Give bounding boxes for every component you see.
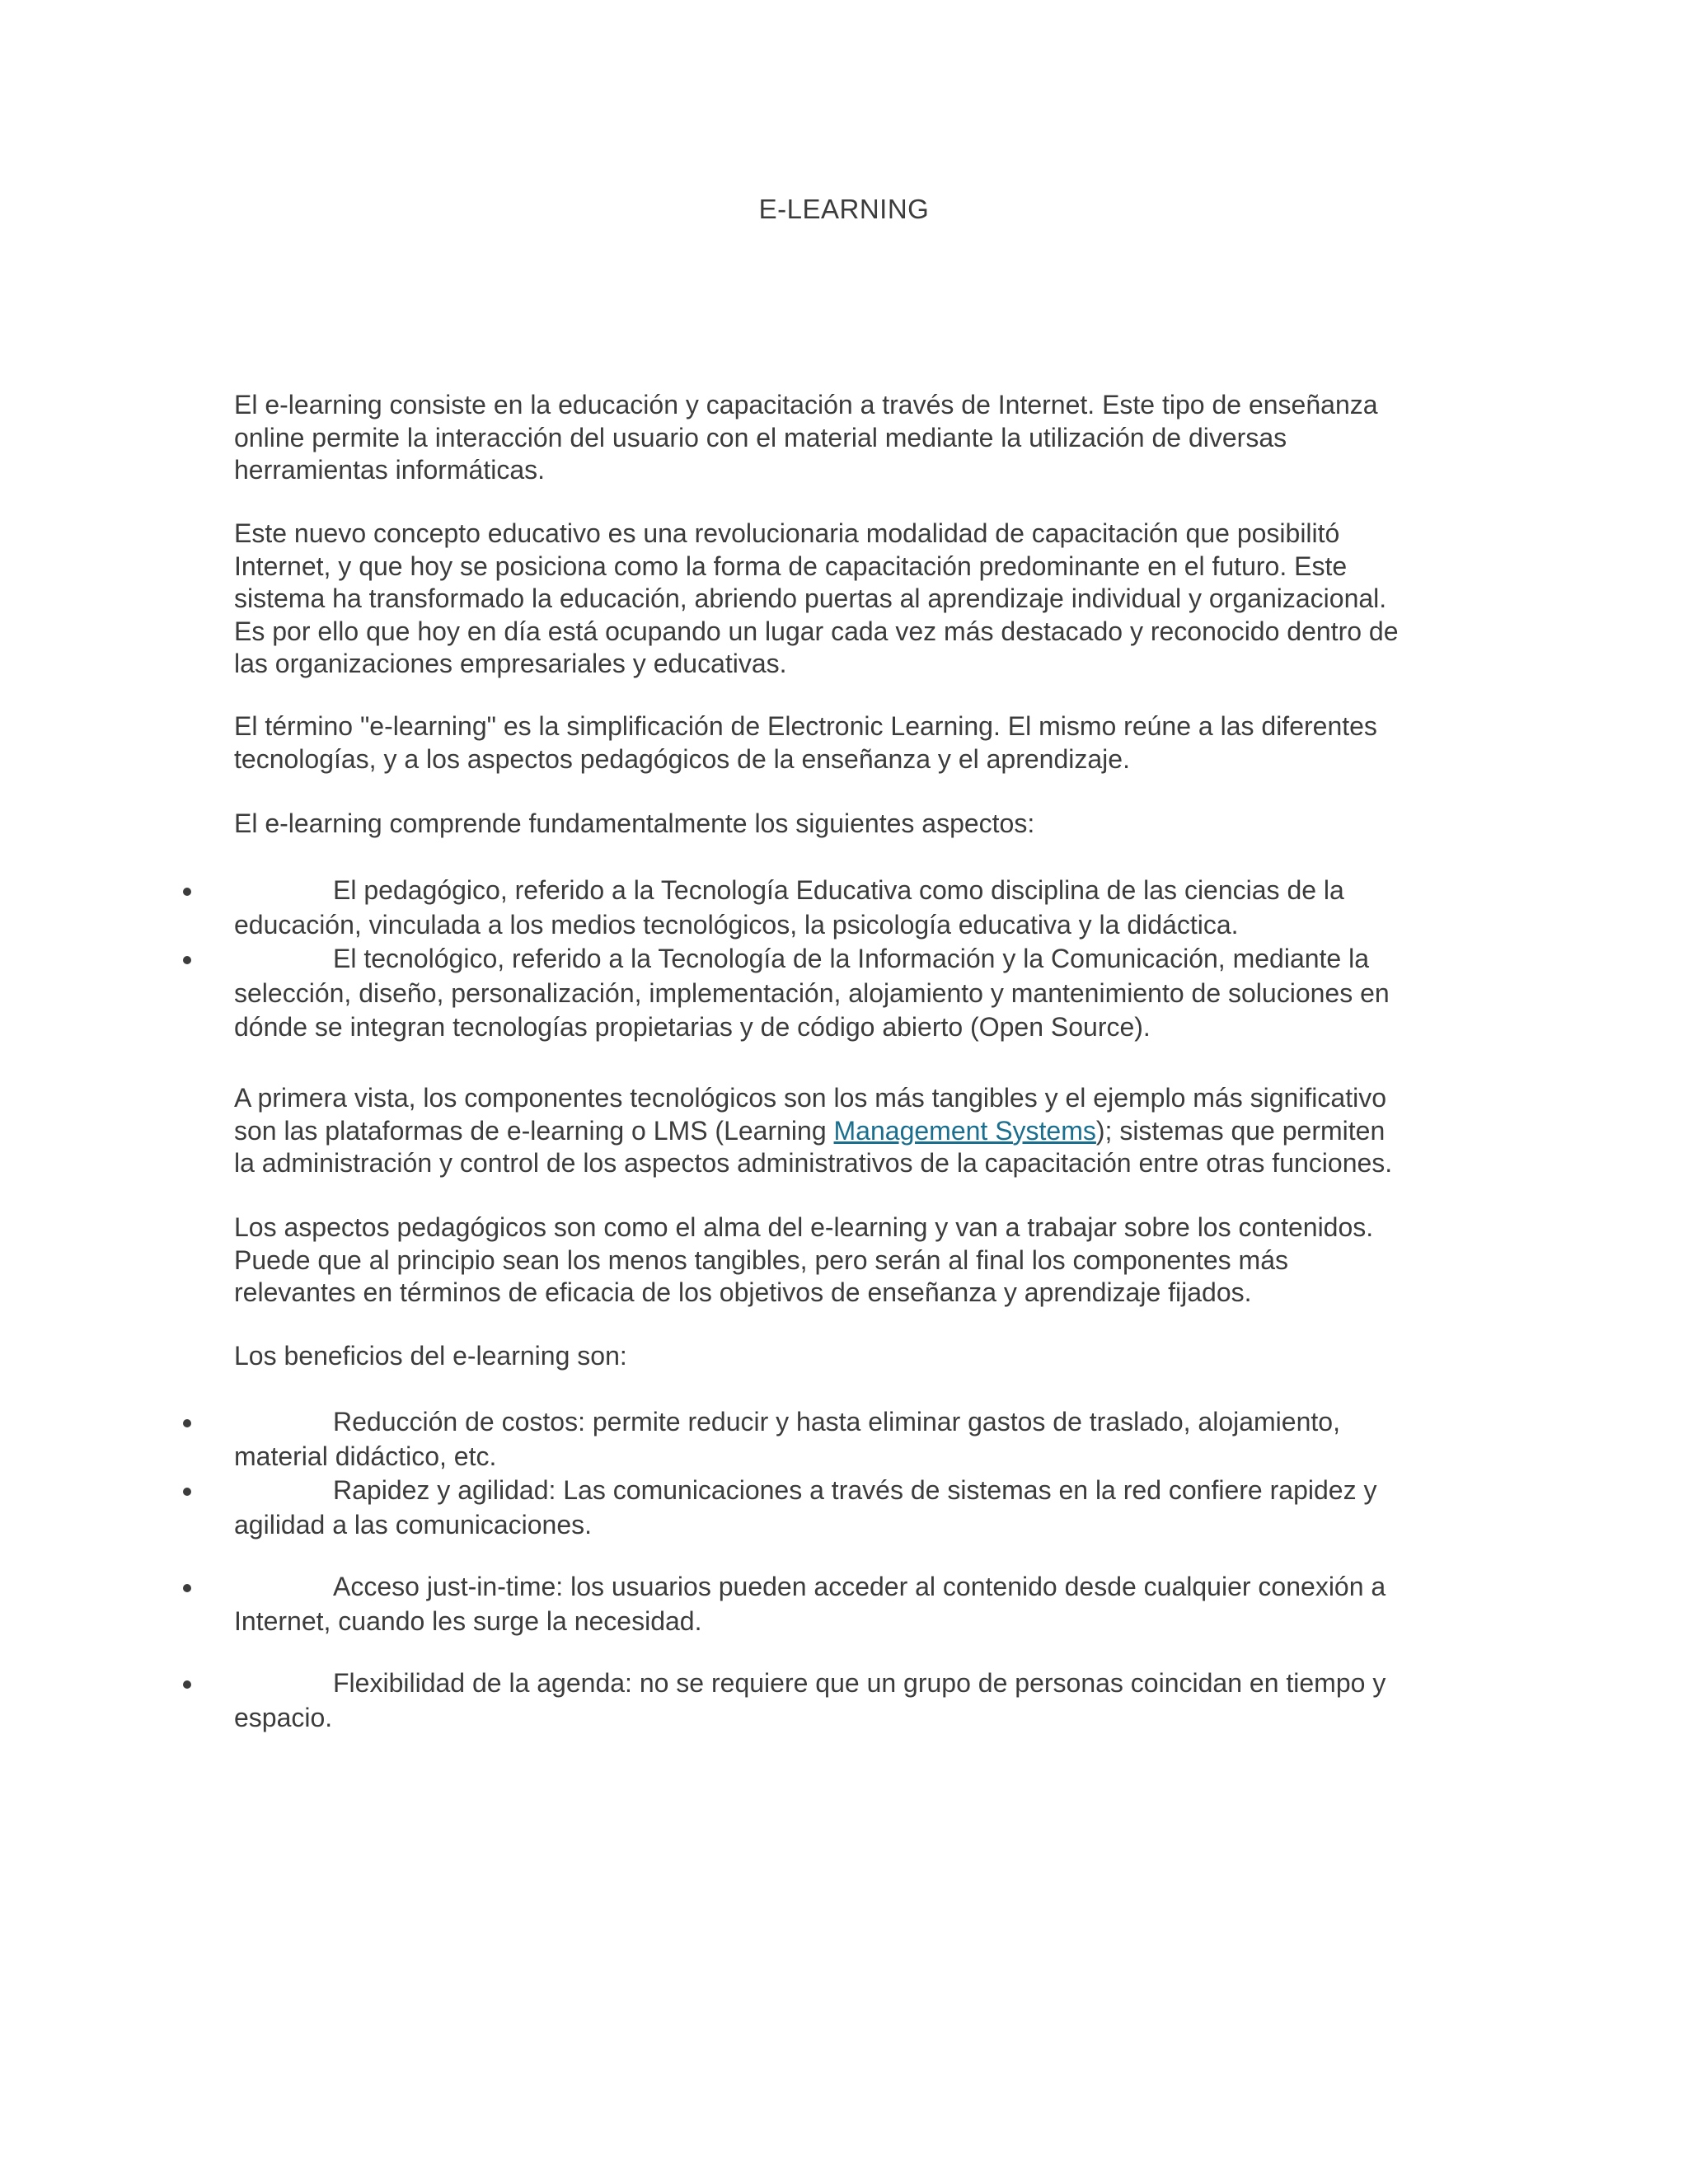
paragraph-components xyxy=(234,1082,1470,1180)
paragraph-concept xyxy=(234,518,1470,681)
list-item-line: agilidad a las comunicaciones. xyxy=(234,1509,593,1540)
list-item-line: Acceso just-in-time: los usuarios pueden acceder al contenido desde cualquier conexión a xyxy=(333,1572,1386,1601)
list-item-aspect xyxy=(234,942,1470,1045)
paragraph-line: Internet, y que hoy se posiciona como la forma de capacitación predominante en el futuro. Este xyxy=(234,551,1348,581)
list-item-line: Internet, cuando les surge la necesidad. xyxy=(234,1605,702,1636)
text-segment: son las plataformas de e-learning o LMS (Learning xyxy=(234,1115,834,1146)
paragraph-term xyxy=(234,710,1470,776)
page-title: E-LEARNING xyxy=(758,194,930,224)
bullet-icon xyxy=(183,1488,191,1496)
paragraph-line: A primera vista, los componentes tecnológicos son los más tangibles y el ejemplo más significativo xyxy=(234,1083,1386,1113)
paragraph-line: El e-learning consiste en la educación y capacitación a través de Internet. Este tipo de enseñanza xyxy=(234,390,1378,419)
paragraph-line: tecnologías, y a los aspectos pedagógicos de la enseñanza y el aprendizaje. xyxy=(234,743,1130,774)
paragraph-line: El término "e-learning" es la simplificación de Electronic Learning. El mismo reúne a las diferentes xyxy=(234,711,1377,741)
management-systems-link[interactable]: Management Systems xyxy=(833,1115,1096,1146)
list-item-line: educación, vinculada a los medios tecnológicos, la psicología educativa y la didáctica. xyxy=(234,909,1239,940)
paragraph-line: herramientas informáticas. xyxy=(234,455,546,485)
list-item-benefit xyxy=(234,1570,1470,1638)
paragraph-line: online permite la interacción del usuario con el material mediante la utilización de diversas xyxy=(234,422,1287,452)
list-item-line: El pedagógico, referido a la Tecnología Educativa como disciplina de las ciencias de la xyxy=(333,875,1344,905)
paragraph-line: Los beneficios del e-learning son: xyxy=(234,1341,627,1371)
list-item-line: Reducción de costos: permite reducir y hasta eliminar gastos de traslado, alojamiento, xyxy=(333,1407,1340,1436)
paragraph-line: Este nuevo concepto educativo es una revolucionaria modalidad de capacitación que posibilitó xyxy=(234,518,1340,548)
paragraph-line: El e-learning comprende fundamentalmente los siguientes aspectos: xyxy=(234,808,1035,838)
bullet-icon xyxy=(183,888,191,896)
list-item-line: Flexibilidad de la agenda: no se requiere que un grupo de personas coincidan en tiempo y xyxy=(333,1668,1386,1698)
paragraph-benefits-intro xyxy=(234,1340,1470,1373)
paragraph-line: Los aspectos pedagógicos son como el alma del e-learning y van a trabajar sobre los contenidos. xyxy=(234,1212,1374,1242)
text-segment: ); sistemas que permiten xyxy=(1095,1115,1386,1146)
list-item-line: espacio. xyxy=(234,1702,333,1732)
list-item-benefit xyxy=(234,1666,1470,1735)
paragraph-line: Es por ello que hoy en día está ocupando un lugar cada vez más destacado y reconocido dentro de xyxy=(234,616,1399,646)
bullet-icon xyxy=(183,1584,191,1592)
bullet-icon xyxy=(183,1419,191,1427)
list-item-aspect xyxy=(234,874,1470,942)
paragraph-aspects-intro xyxy=(234,808,1470,841)
bullet-icon xyxy=(183,1680,191,1689)
list-item-benefit xyxy=(234,1474,1470,1542)
list-item-line: dónde se integran tecnologías propietarias y de código abierto (Open Source). xyxy=(234,1012,1151,1042)
list-item-line: El tecnológico, referido a la Tecnología de la Información y la Comunicación, mediante la xyxy=(333,944,1370,973)
paragraph-line: sistema ha transformado la educación, abriendo puertas al aprendizaje individual y organizacional. xyxy=(234,583,1387,613)
paragraph-intro xyxy=(234,389,1470,487)
list-item-line: Rapidez y agilidad: Las comunicaciones a través de sistemas en la red confiere rapidez y xyxy=(333,1475,1377,1505)
paragraph-line: las organizaciones empresariales y educativas. xyxy=(234,649,787,678)
paragraph-line: la administración y control de los aspectos administrativos de la capacitación entre otras funciones. xyxy=(234,1148,1393,1178)
paragraph-line: relevantes en términos de eficacia de los objetivos de enseñanza y aprendizaje fijados. xyxy=(234,1277,1252,1307)
paragraph-line: Puede que al principio sean los menos tangibles, pero serán al final los componentes más xyxy=(234,1244,1288,1275)
list-item-line: material didáctico, etc. xyxy=(234,1441,497,1471)
paragraph-pedagogic xyxy=(234,1212,1470,1310)
list-item-benefit xyxy=(234,1405,1470,1474)
bullet-icon xyxy=(183,956,191,964)
list-item-line: selección, diseño, personalización, implementación, alojamiento y mantenimiento de soluciones en xyxy=(234,977,1390,1008)
paragraph-line xyxy=(234,1115,1470,1148)
